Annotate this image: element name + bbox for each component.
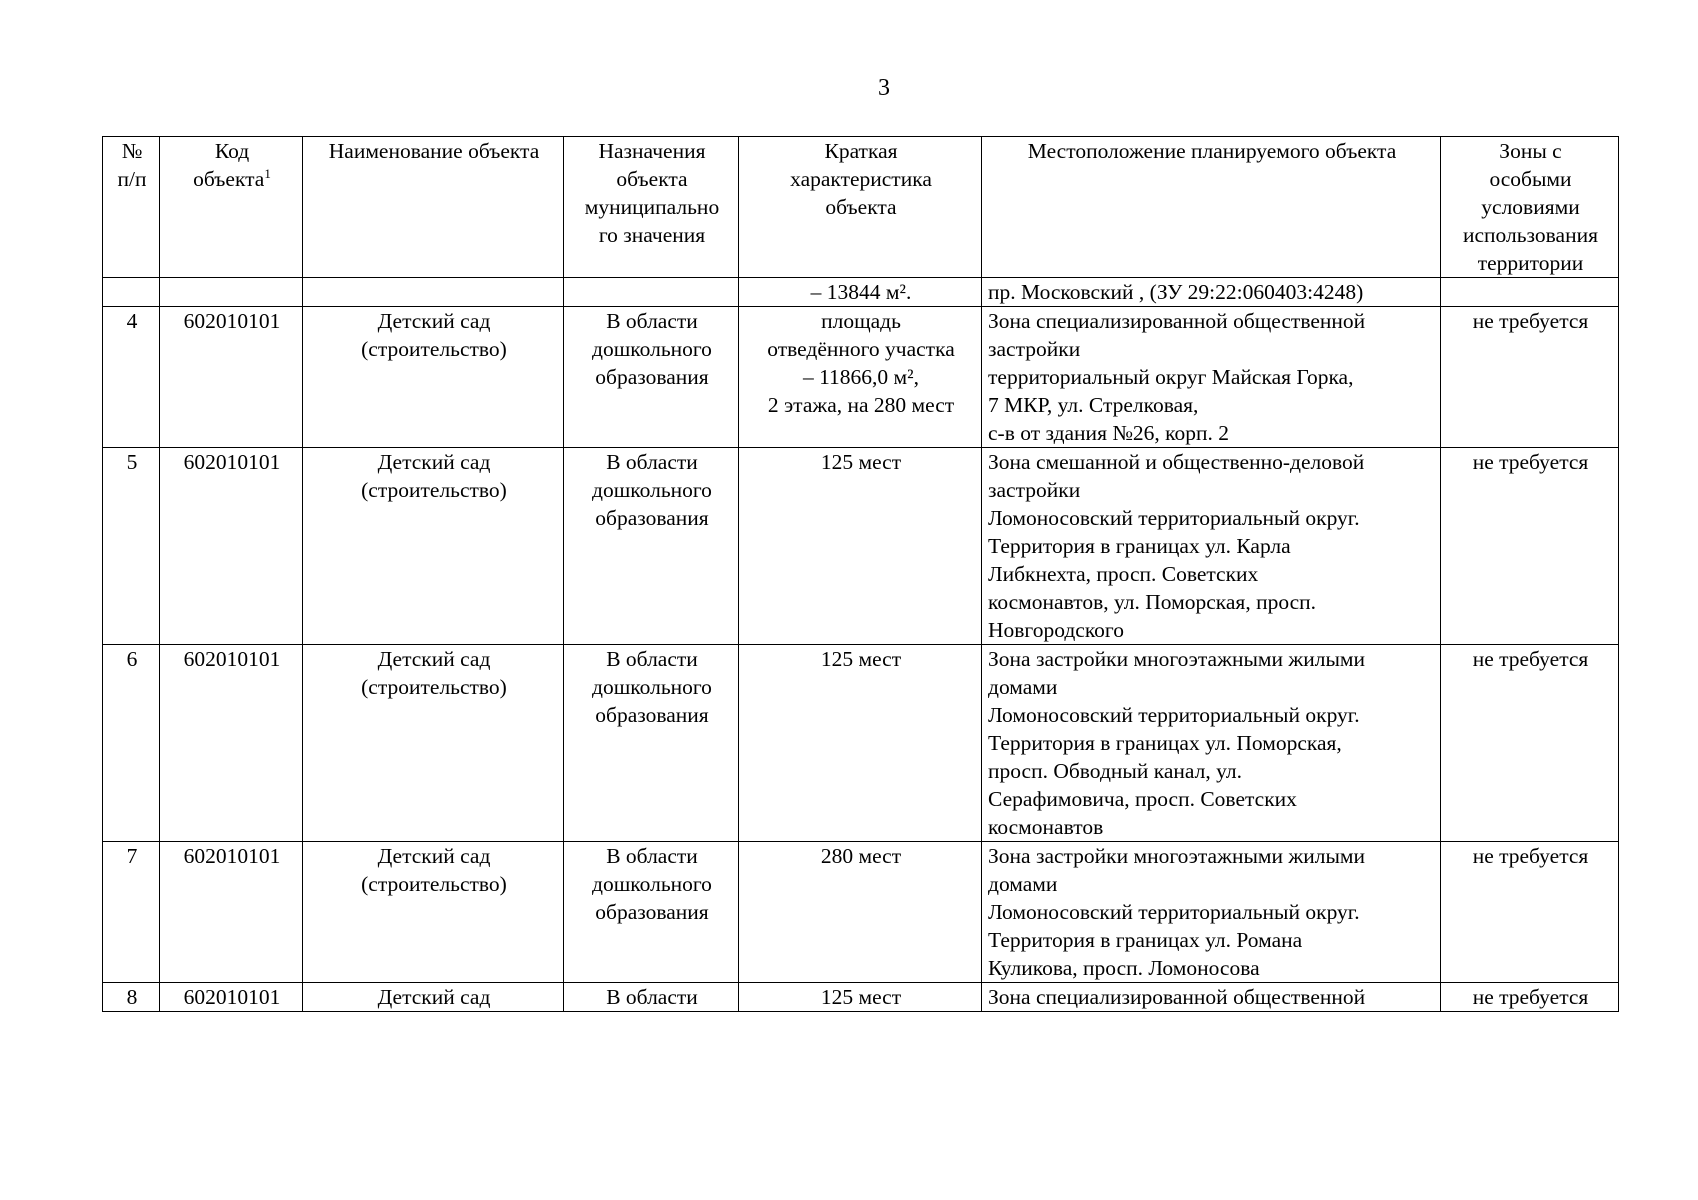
cell-zones: не требуется [1441, 307, 1619, 448]
cell-code: 602010101 [160, 307, 303, 448]
cell-brief: 125 мест [739, 645, 982, 842]
cell-name: Детский сад (строительство) [303, 842, 564, 983]
header-purpose: Назначения объекта муниципально го значения [564, 137, 739, 278]
cell-location: пр. Московский , (ЗУ 29:22:060403:4248) [982, 278, 1441, 307]
header-brief: Краткая характеристика объекта [739, 137, 982, 278]
cell-zones [1441, 278, 1619, 307]
cell-num: 8 [103, 983, 160, 1012]
cell-name: Детский сад (строительство) [303, 307, 564, 448]
cell-zones: не требуется [1441, 842, 1619, 983]
cell-code: 602010101 [160, 448, 303, 645]
header-location: Местоположение планируемого объекта [982, 137, 1441, 278]
header-num: № п/п [103, 137, 160, 278]
table-row [103, 307, 1619, 448]
cell-name: Детский сад [303, 983, 564, 1012]
table-row [103, 983, 1619, 1012]
table-row [103, 448, 1619, 645]
cell-name [303, 278, 564, 307]
cell-zones: не требуется [1441, 645, 1619, 842]
cell-zones: не требуется [1441, 448, 1619, 645]
cell-brief: – 13844 м². [739, 278, 982, 307]
cell-brief: 125 мест [739, 983, 982, 1012]
cell-name: Детский сад (строительство) [303, 448, 564, 645]
footnote-marker: 1 [264, 165, 271, 181]
cell-num: 5 [103, 448, 160, 645]
table-header-row [103, 137, 1619, 278]
cell-location: Зона специализированной общественной [982, 983, 1441, 1012]
cell-location: Зона смешанной и общественно-деловой застройки Ломоносовский территориальный округ. Территория в границах ул. Карла Либкнехта, просп. Советских космонавтов, ул. Поморская, просп. Новгородского [982, 448, 1441, 645]
cell-purpose: В области дошкольного образования [564, 448, 739, 645]
cell-code: 602010101 [160, 645, 303, 842]
cell-purpose: В области дошкольного образования [564, 842, 739, 983]
cell-brief: 125 мест [739, 448, 982, 645]
header-name: Наименование объекта [303, 137, 564, 278]
table-row-continuation [103, 278, 1619, 307]
objects-table [102, 136, 1619, 1012]
cell-brief: 280 мест [739, 842, 982, 983]
page-number: 3 [878, 75, 890, 101]
cell-location: Зона специализированной общественной застройки территориальный округ Майская Горка, 7 МКР, ул. Стрелковая, с-в от здания №26, корп. 2 [982, 307, 1441, 448]
cell-num: 6 [103, 645, 160, 842]
header-zones: Зоны с особыми условиями использования территории [1441, 137, 1619, 278]
cell-code [160, 278, 303, 307]
cell-brief: площадь отведённого участка – 11866,0 м², 2 этажа, на 280 мест [739, 307, 982, 448]
cell-name: Детский сад (строительство) [303, 645, 564, 842]
cell-num: 7 [103, 842, 160, 983]
cell-num [103, 278, 160, 307]
cell-purpose: В области дошкольного образования [564, 645, 739, 842]
cell-purpose: В области дошкольного образования [564, 307, 739, 448]
cell-zones: не требуется [1441, 983, 1619, 1012]
cell-location: Зона застройки многоэтажными жилыми домами Ломоносовский территориальный округ. Территория в границах ул. Поморская, просп. Обводный канал, ул. Серафимовича, просп. Советских космонавтов [982, 645, 1441, 842]
cell-code: 602010101 [160, 842, 303, 983]
table-row [103, 645, 1619, 842]
cell-purpose: В области [564, 983, 739, 1012]
cell-location: Зона застройки многоэтажными жилыми домами Ломоносовский территориальный округ. Территория в границах ул. Романа Куликова, просп. Ломоносова [982, 842, 1441, 983]
header-code: Код объекта$^1$ [160, 137, 303, 278]
cell-code: 602010101 [160, 983, 303, 1012]
cell-num: 4 [103, 307, 160, 448]
table-row [103, 842, 1619, 983]
cell-purpose [564, 278, 739, 307]
